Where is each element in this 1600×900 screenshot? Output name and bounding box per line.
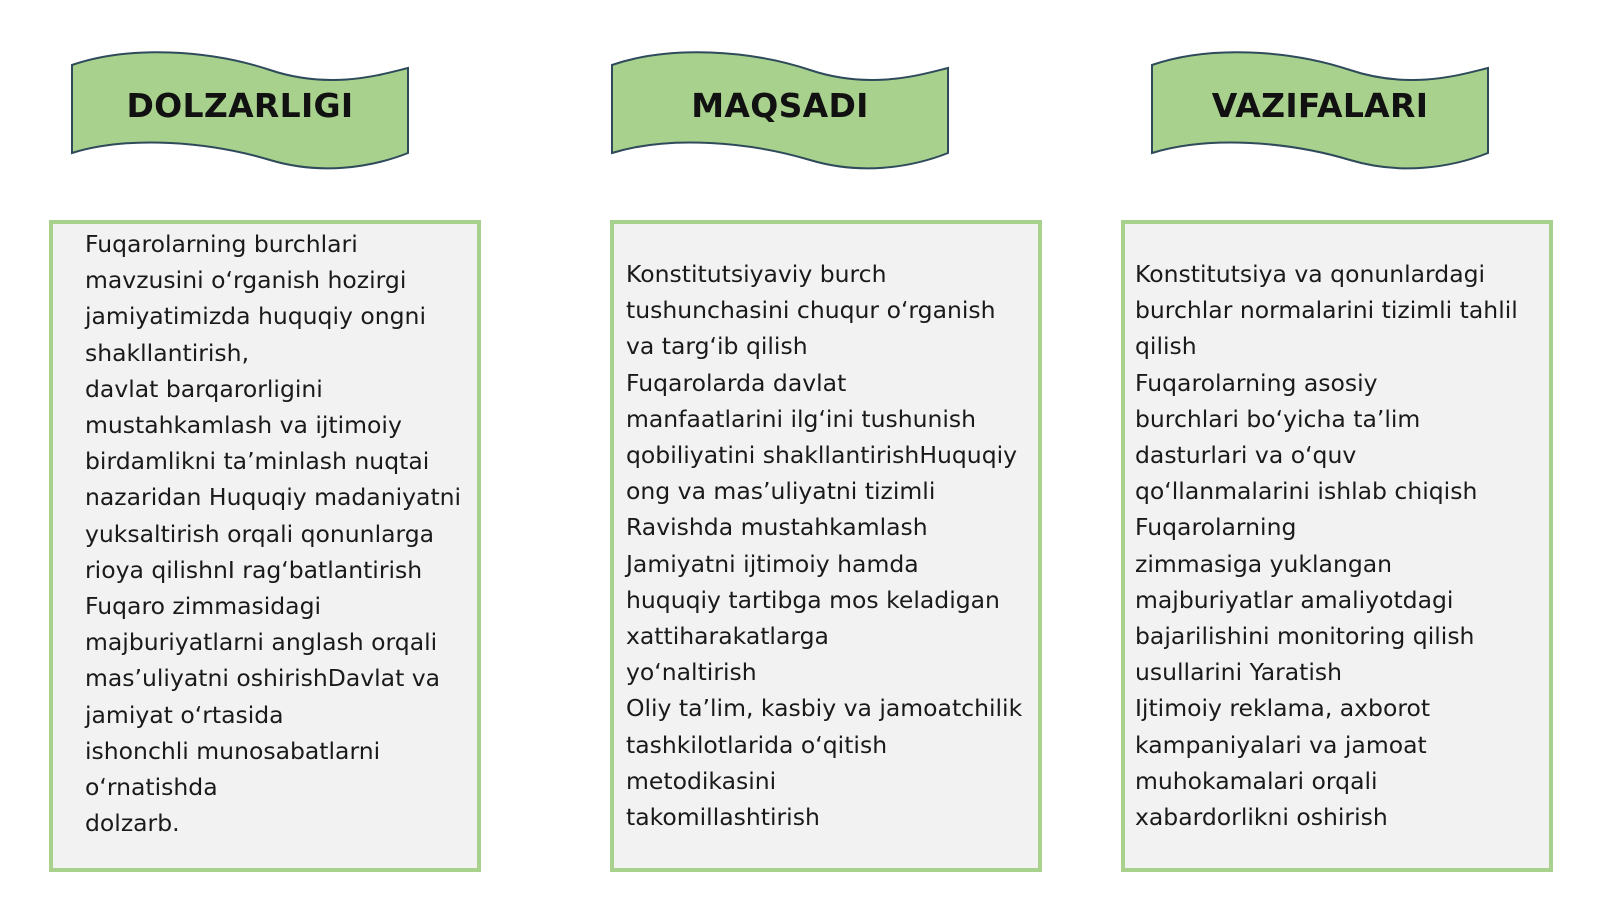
content-lines bbox=[85, 226, 469, 841]
heading-text: VAZIFALARI bbox=[1211, 86, 1429, 125]
text-line: dolzarb. bbox=[85, 809, 180, 838]
text-line: yuksaltirish orqali qonunlarga bbox=[85, 519, 435, 548]
text-line: nazaridan Huquqiy madaniyatni bbox=[85, 483, 462, 512]
text-line: yo‘naltirish bbox=[626, 658, 757, 687]
heading-banner-maqsadi bbox=[610, 50, 950, 175]
text-line: Konstitutsiyaviy burch bbox=[626, 260, 887, 288]
text-line: Fuqaro zimmasidagi bbox=[85, 592, 322, 621]
text-line: majburiyatlar amaliyotdagi bbox=[1135, 585, 1454, 614]
text-line: ishonchli munosabatlarni bbox=[85, 736, 381, 765]
text-line: mavzusini o‘rganish hozirgi bbox=[85, 266, 407, 295]
text-line: majburiyatlarni anglash orqali bbox=[85, 628, 438, 657]
text-line: tashkilotlarida o‘qitish bbox=[626, 730, 888, 759]
text-line: takomillashtirish bbox=[626, 803, 820, 832]
text-line: xattiharakatlarga bbox=[626, 622, 829, 651]
text-line: jamiyatimizda huquqiy ongni bbox=[85, 302, 426, 331]
text-line: jamiyat o‘rtasida bbox=[85, 700, 284, 729]
text-line: muhokamalari orqali bbox=[1135, 766, 1378, 795]
content-box-vazifalari bbox=[1121, 220, 1553, 872]
text-line: kampaniyalari va jamoat bbox=[1135, 730, 1427, 759]
text-line: mustahkamlash va ijtimoiy bbox=[85, 411, 402, 440]
text-line: tushunchasini chuqur o‘rganish bbox=[626, 296, 996, 325]
heading-banner-dolzarligi bbox=[70, 50, 410, 175]
text-line: usullarini Yaratish bbox=[1135, 658, 1343, 687]
text-line: manfaatlarini ilg‘ini tushunish bbox=[626, 404, 977, 433]
text-line: va targ‘ib qilish bbox=[626, 332, 808, 361]
text-line: burchlari bo‘yicha ta’lim bbox=[1135, 404, 1421, 433]
content-box-maqsadi bbox=[610, 220, 1042, 872]
text-line: birdamlikni ta’minlash nuqtai bbox=[85, 447, 430, 476]
text-line: dasturlari va o‘quv bbox=[1135, 441, 1357, 470]
text-line: shakllantirish, bbox=[85, 338, 250, 367]
text-line: zimmasiga yuklangan bbox=[1135, 549, 1393, 578]
text-line: rioya qilishnI rag‘batlantirish bbox=[85, 555, 423, 584]
text-line: qo‘llanmalarini ishlab chiqish bbox=[1135, 477, 1478, 506]
text-line: Oliy ta’lim, kasbiy va jamoatchilik bbox=[626, 694, 1023, 723]
heading-banner-vazifalari bbox=[1150, 50, 1490, 175]
text-line: qilish bbox=[1135, 332, 1197, 361]
content-lines bbox=[626, 256, 1030, 835]
text-line: Fuqarolarning asosiy bbox=[1135, 368, 1378, 397]
text-line: qobiliyatini shakllantirishHuquqiy bbox=[626, 441, 1018, 470]
text-line: huquqiy tartibga mos keladigan bbox=[626, 585, 1000, 614]
text-line: xabardorlikni oshirish bbox=[1135, 803, 1388, 832]
text-line: ong va mas’uliyatni tizimli bbox=[626, 477, 936, 506]
content-lines bbox=[1135, 256, 1541, 835]
text-line: Ijtimoiy reklama, axborot bbox=[1135, 694, 1431, 723]
text-line: metodikasini bbox=[626, 766, 777, 795]
text-line: Fuqarolarning burchlari bbox=[85, 230, 358, 258]
text-line: davlat barqarorligini bbox=[85, 374, 323, 403]
heading-text: DOLZARLIGI bbox=[126, 86, 354, 125]
text-line: Ravishda mustahkamlash bbox=[626, 513, 928, 542]
text-line: o‘rnatishda bbox=[85, 773, 218, 802]
text-line: bajarilishini monitoring qilish bbox=[1135, 622, 1475, 651]
text-line: Konstitutsiya va qonunlardagi bbox=[1135, 260, 1486, 288]
text-line: burchlar normalarini tizimli tahlil bbox=[1135, 296, 1518, 325]
text-line: Fuqarolarda davlat bbox=[626, 368, 847, 397]
heading-text: MAQSADI bbox=[691, 86, 869, 125]
content-box-dolzarligi bbox=[49, 220, 481, 872]
text-line: Jamiyatni ijtimoiy hamda bbox=[626, 549, 919, 578]
text-line: mas’uliyatni oshirishDavlat va bbox=[85, 664, 441, 693]
text-line: Fuqarolarning bbox=[1135, 513, 1297, 542]
